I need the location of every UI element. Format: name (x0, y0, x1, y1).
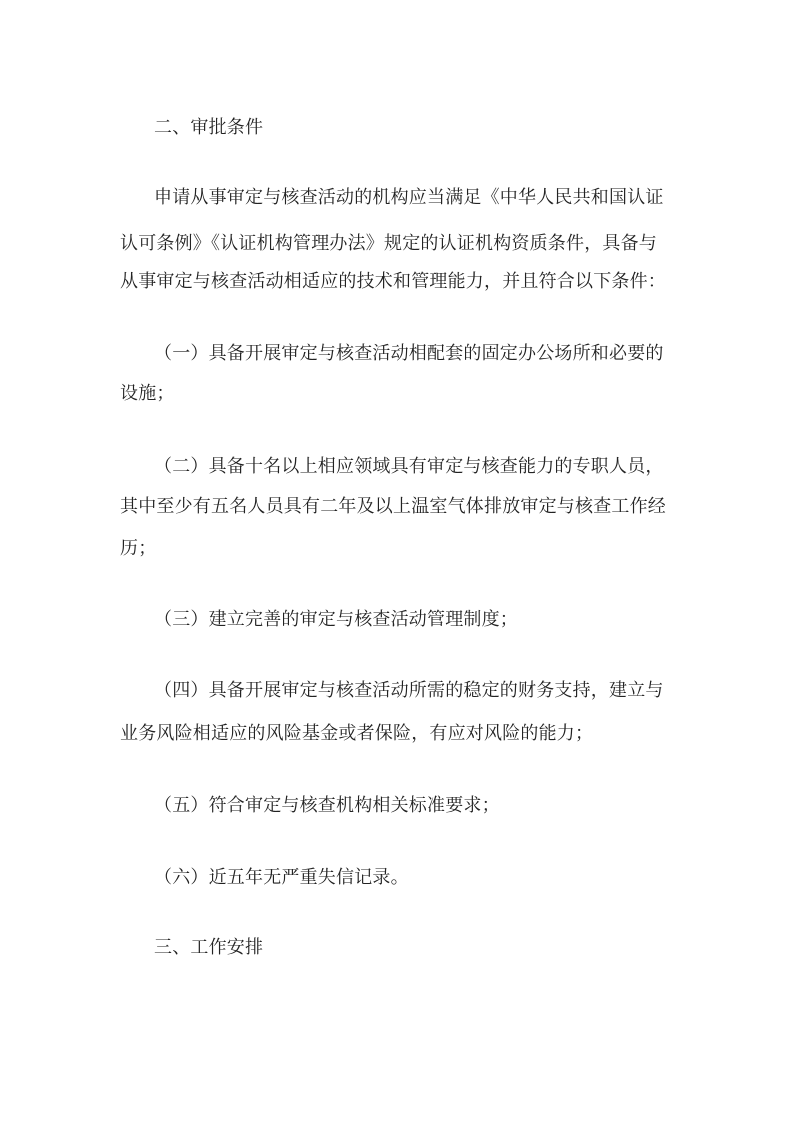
condition-1-line-2: 设施； (120, 383, 175, 404)
condition-2-line-3: 历； (120, 538, 157, 559)
condition-2-line-1: （二）具备十名以上相应领域具有审定与核查能力的专职人员， (154, 456, 664, 477)
intro-line-2: 认可条例》《认证机构管理办法》规定的认证机构资质条件，具备与 (120, 233, 657, 254)
condition-2-line-2: 其中至少有五名人员具有二年及以上温室气体排放审定与核查工作经 (120, 496, 666, 517)
condition-5-line-1: （五）符合审定与核查机构相关标准要求； (154, 795, 500, 816)
section-heading-work-arrangement: 三、工作安排 (154, 937, 264, 958)
condition-3-line-1: （三）建立完善的审定与核查活动管理制度； (154, 609, 518, 630)
condition-6-line-1: （六）近五年无严重失信记录。 (154, 867, 409, 888)
condition-1-line-1: （一）具备开展审定与核查活动相配套的固定办公场所和必要的 (154, 343, 664, 364)
intro-line-3: 从事审定与核查活动相适应的技术和管理能力，并且符合以下条件： (120, 271, 666, 292)
condition-4-line-2: 业务风险相适应的风险基金或者保险，有应对风险的能力； (120, 723, 594, 744)
intro-line-1: 申请从事审定与核查活动的机构应当满足《中华人民共和国认证 (154, 187, 664, 208)
condition-4-line-1: （四）具备开展审定与核查活动所需的稳定的财务支持，建立与 (154, 680, 664, 701)
section-heading-approval-conditions: 二、审批条件 (154, 117, 264, 138)
